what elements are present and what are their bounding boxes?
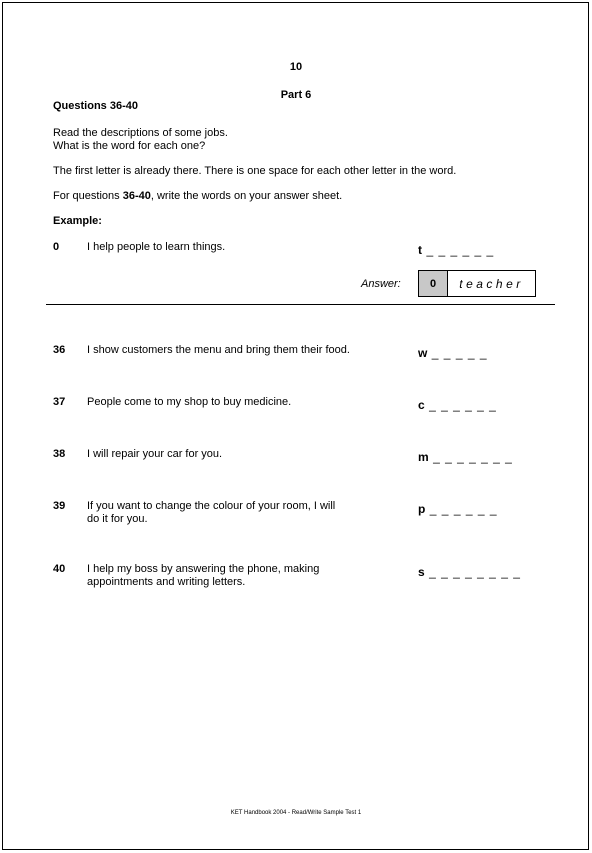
instruction-line-4-post: , write the words on your answer sheet. — [150, 190, 343, 202]
example-text: I help people to learn things. — [87, 241, 226, 253]
page-number: 10 — [289, 61, 303, 73]
answer-gap-39[interactable] — [418, 500, 498, 518]
answer-word: teacher — [459, 276, 524, 291]
instruction-line-4-bold: 36-40 — [122, 190, 151, 202]
instruction-line-4-pre: For questions — [53, 190, 123, 202]
question-text-39-line-1: If you want to change the colour of your room, I will — [87, 500, 336, 512]
answer-gap-36[interactable] — [418, 344, 488, 362]
question-number-38: 38 — [53, 448, 66, 460]
blanks-40: _ _ _ _ _ _ _ _ — [429, 565, 521, 579]
example-number: 0 — [53, 241, 60, 253]
answer-gap-40[interactable] — [418, 563, 521, 581]
example-first-letter: t — [418, 243, 422, 257]
question-text-39-line-2: do it for you. — [87, 513, 148, 525]
first-letter-39: p — [418, 502, 426, 516]
question-number-36: 36 — [53, 344, 66, 356]
blanks-39: _ _ _ _ _ _ — [429, 502, 498, 516]
question-text-37: People come to my shop to buy medicine. — [87, 396, 292, 408]
instruction-line-2: What is the word for each one? — [53, 140, 206, 152]
example-label: Example: — [53, 215, 102, 227]
question-number-40: 40 — [53, 563, 66, 575]
question-text-40-line-2: appointments and writing letters. — [87, 576, 246, 588]
answer-gap-38[interactable] — [418, 448, 513, 466]
question-number-37: 37 — [53, 396, 66, 408]
first-letter-38: m — [418, 450, 429, 464]
question-number-39: 39 — [53, 500, 66, 512]
first-letter-36: w — [418, 346, 428, 360]
blanks-37: _ _ _ _ _ _ — [429, 398, 497, 412]
answer-gap-37[interactable] — [418, 396, 497, 414]
first-letter-40: s — [418, 565, 425, 579]
answer-label: Answer: — [361, 278, 401, 290]
instruction-line-3: The first letter is already there. There is one space for each other letter in the word. — [53, 165, 457, 177]
divider-line — [46, 304, 555, 305]
question-text-40-line-1: I help my boss by answering the phone, making — [87, 563, 320, 575]
instruction-line-4 — [53, 190, 342, 202]
blanks-36: _ _ _ _ _ — [431, 346, 488, 360]
example-word-gap — [418, 241, 494, 259]
section-title: Questions 36-40 — [53, 100, 138, 112]
part-title: Part 6 — [280, 89, 312, 101]
example-blanks: _ _ _ _ _ _ — [426, 243, 495, 257]
blanks-38: _ _ _ _ _ _ _ — [433, 450, 513, 464]
first-letter-37: c — [418, 398, 425, 412]
example-answer-box — [418, 270, 536, 297]
question-text-38: I will repair your car for you. — [87, 448, 223, 460]
question-text-36: I show customers the menu and bring them their food. — [87, 344, 350, 356]
footer-text: KET Handbook 2004 - Read/Write Sample Test 1 — [230, 810, 362, 816]
answer-number: 0 — [419, 271, 448, 296]
instruction-line-1: Read the descriptions of some jobs. — [53, 127, 228, 139]
